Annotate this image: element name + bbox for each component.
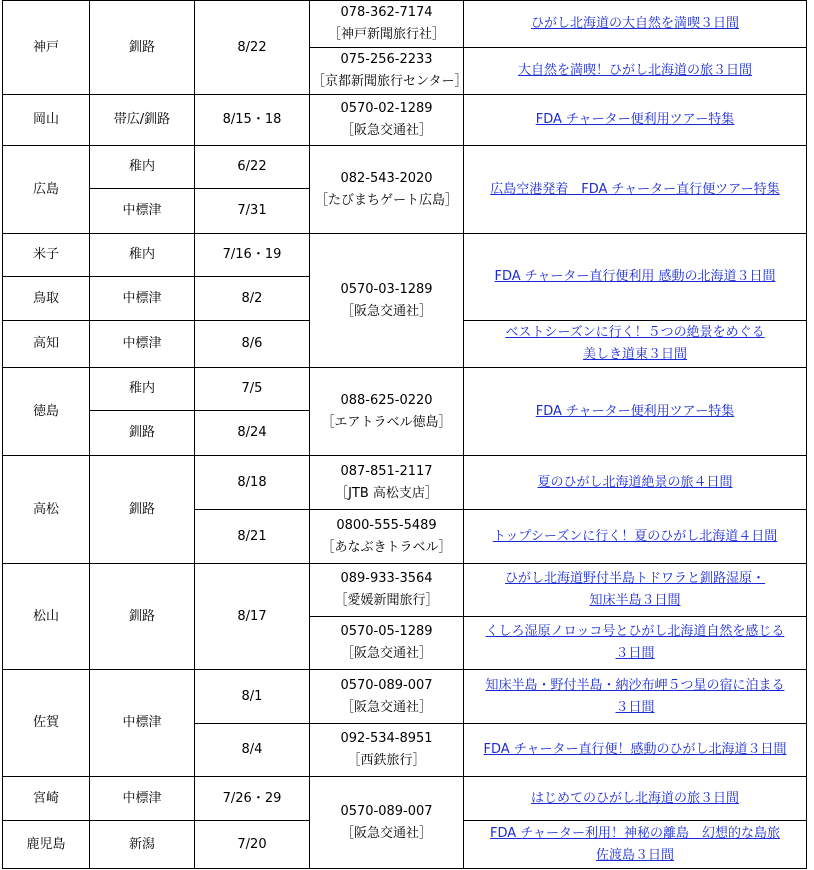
- contact-cell: [310, 510, 464, 564]
- flight-date: 7/20: [195, 821, 310, 869]
- tour-link[interactable]: FDA チャーター便利用ツアー特集: [535, 112, 735, 127]
- contact-cell: [310, 564, 464, 617]
- destination: 釧路: [90, 564, 195, 670]
- flight-date: 8/22: [195, 1, 310, 95]
- agency-name: ［阪急交通社］: [340, 699, 432, 715]
- tour-link[interactable]: はじめてのひがし北海道の旅３日間: [530, 790, 739, 806]
- flight-date: 8/4: [195, 724, 310, 777]
- agency-name: ［阪急交通社］: [340, 825, 432, 841]
- tour-link[interactable]: 知床半島・野付半島・納沙布岬５つ星の宿に泊まる ３日間: [485, 677, 785, 715]
- phone-number: 0570-03-1289: [340, 281, 433, 297]
- tour-cell: [464, 821, 807, 869]
- contact-cell: [310, 48, 468, 95]
- departure-city: 鳥取: [3, 277, 90, 321]
- tour-cell: [464, 724, 807, 777]
- agency-name: ［愛媛新聞旅行］: [334, 593, 439, 608]
- contact-cell: [310, 368, 464, 456]
- phone-number: 082-543-2020: [340, 170, 433, 186]
- tour-cell: [464, 777, 807, 821]
- phone-number: 089-933-3564: [340, 571, 433, 586]
- tour-cell: [464, 617, 807, 670]
- destination: 新潟: [90, 821, 195, 869]
- tour-cell: [464, 564, 807, 617]
- table-row: [3, 564, 807, 617]
- destination: 中標津: [90, 670, 195, 777]
- departure-city: 広島: [3, 146, 90, 234]
- tour-link[interactable]: ひがし北海道野付半島トドワラと釧路湿原・ 知床半島３日間: [504, 571, 765, 608]
- destination: 中標津: [90, 277, 195, 321]
- agency-name: ［阪急交通社］: [340, 123, 432, 138]
- phone-number: 0800-555-5489: [336, 517, 437, 533]
- tour-cell: [464, 95, 807, 146]
- departure-city: 高知: [3, 321, 90, 368]
- tour-cell: [464, 456, 807, 510]
- destination: 帯広/釧路: [90, 95, 195, 146]
- tour-link[interactable]: 広島空港発着 FDA チャーター直行便ツアー特集: [490, 181, 780, 197]
- phone-number: 075-256-2233: [340, 52, 433, 67]
- destination: 釧路: [90, 456, 195, 564]
- flight-date: 8/21: [195, 510, 310, 564]
- departure-city: 鹿児島: [3, 821, 90, 869]
- agency-name: ［西鉄旅行］: [347, 753, 426, 768]
- flight-date: 7/31: [195, 189, 310, 234]
- phone-number: 078-362-7174: [340, 5, 433, 20]
- phone-number: 092-534-8951: [340, 731, 433, 746]
- flight-date: 7/16・19: [195, 234, 310, 277]
- tour-cell: [464, 321, 807, 368]
- departure-city: 宮崎: [3, 777, 90, 821]
- table-row: [3, 95, 807, 146]
- contact-cell: [310, 670, 464, 724]
- departure-city: 松山: [3, 564, 90, 670]
- agency-name: ［阪急交通社］: [340, 646, 432, 661]
- agency-name: ［たびまちゲート広島］: [314, 192, 458, 208]
- tour-link[interactable]: トップシーズンに行く！夏のひがし北海道４日間: [492, 528, 778, 544]
- destination: 中標津: [90, 777, 195, 821]
- tour-link[interactable]: ひがし北海道の大自然を満喫３日間: [530, 16, 739, 31]
- flight-date: 6/22: [195, 146, 310, 189]
- contact-cell: [310, 95, 464, 146]
- table-row: [3, 146, 807, 189]
- destination: 稚内: [90, 146, 195, 189]
- charter-tour-table: [2, 0, 807, 869]
- tour-cell: [464, 48, 807, 95]
- table-row: [3, 1, 807, 48]
- flight-date: 8/18: [195, 456, 310, 510]
- contact-cell: [310, 724, 464, 777]
- tour-link[interactable]: ベストシーズンに行く！５つの絶景をめぐる 美しき道東３日間: [505, 325, 765, 362]
- tour-link[interactable]: FDA チャーター利用！神秘の離島 幻想的な島旅 佐渡島３日間: [490, 825, 780, 863]
- flight-date: 7/26・29: [195, 777, 310, 821]
- departure-city: 米子: [3, 234, 90, 277]
- tour-link[interactable]: 夏のひがし北海道絶景の旅４日間: [537, 474, 733, 490]
- agency-name: ［JTB 高松支店］: [335, 485, 438, 501]
- destination: 稚内: [90, 234, 195, 277]
- tour-link[interactable]: くしろ湿原ノロッコ号とひがし北海道自然を感じる ３日間: [485, 624, 785, 661]
- tour-link[interactable]: FDA チャーター直行便利用 感動の北海道３日間: [494, 269, 776, 284]
- tour-cell: [464, 234, 807, 321]
- destination: 釧路: [90, 1, 195, 95]
- phone-number: 0570-02-1289: [340, 101, 433, 116]
- flight-date: 8/24: [195, 411, 310, 456]
- departure-city: 佐賀: [3, 670, 90, 777]
- tour-cell: [464, 368, 807, 456]
- destination: 中標津: [90, 189, 195, 234]
- departure-city: 神戸: [3, 1, 90, 95]
- contact-cell: [310, 1, 464, 48]
- destination: 釧路: [90, 411, 195, 456]
- agency-name: ［エアトラベル徳島］: [321, 414, 452, 430]
- departure-city: 徳島: [3, 368, 90, 456]
- departure-city: 高松: [3, 456, 90, 564]
- agency-name: ［神戸新聞旅行社］: [327, 27, 445, 42]
- tour-cell: [464, 670, 807, 724]
- flight-date: 8/17: [195, 564, 310, 670]
- contact-cell: [310, 146, 464, 234]
- table-row: [3, 234, 807, 277]
- phone-number: 0570-089-007: [340, 803, 433, 819]
- flight-date: 8/2: [195, 277, 310, 321]
- table-row: [3, 456, 807, 510]
- table-row: [3, 670, 807, 724]
- tour-cell: [464, 510, 807, 564]
- contact-cell: [310, 234, 464, 368]
- agency-name: ［阪急交通社］: [340, 303, 432, 319]
- flight-date: 8/15・18: [195, 95, 310, 146]
- destination: 中標津: [90, 321, 195, 368]
- table-row: [3, 368, 807, 411]
- agency-name: ［あなぶきトラベル］: [321, 539, 452, 555]
- contact-cell: [310, 456, 464, 510]
- phone-number: 0570-089-007: [340, 677, 433, 693]
- contact-cell: [310, 777, 464, 869]
- agency-name: ［京都新聞旅行センター］: [312, 74, 468, 89]
- tour-cell: [464, 1, 807, 48]
- tour-link[interactable]: 大自然を満喫！ひがし北海道の旅３日間: [517, 63, 752, 78]
- flight-date: 8/1: [195, 670, 310, 724]
- phone-number: 0570-05-1289: [340, 624, 433, 639]
- phone-number: 088-625-0220: [340, 392, 433, 408]
- contact-cell: [310, 617, 464, 670]
- tour-cell: [464, 146, 807, 234]
- departure-city: 岡山: [3, 95, 90, 146]
- phone-number: 087-851-2117: [340, 463, 433, 479]
- tour-link[interactable]: FDA チャーター直行便！感動のひがし北海道３日間: [483, 742, 787, 757]
- table-row: [3, 777, 807, 821]
- flight-date: 7/5: [195, 368, 310, 411]
- destination: 稚内: [90, 368, 195, 411]
- flight-date: 8/6: [195, 321, 310, 368]
- tour-link[interactable]: FDA チャーター便利用ツアー特集: [535, 403, 735, 419]
